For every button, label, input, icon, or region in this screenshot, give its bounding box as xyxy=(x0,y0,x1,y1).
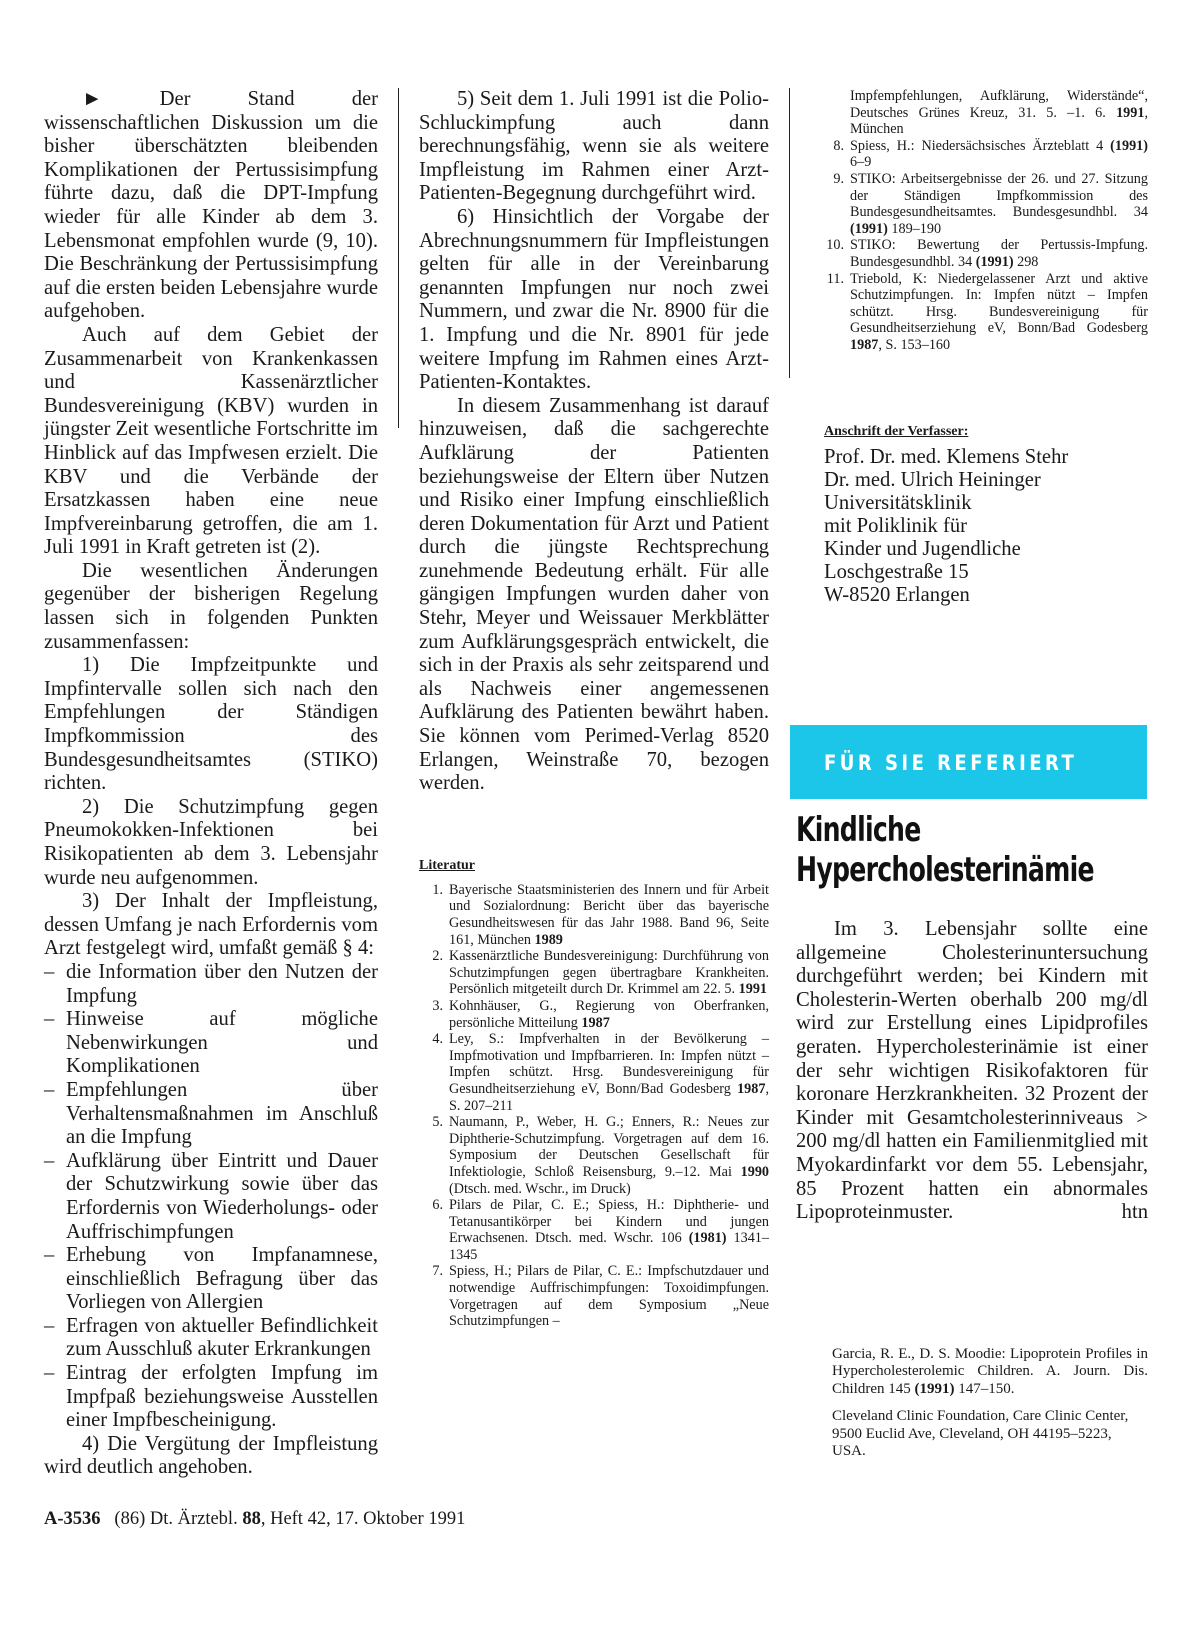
list-item-5: 5) Seit dem 1. Juli 1991 ist die Polio-Schluckimpfung auch dann berechnungsfähig, wenn sie als weitere Impfleistung im Rahmen einer Arzt-Patienten-Begegnung durchgeführt wird. xyxy=(419,88,769,205)
reference-item: Impfempfehlungen, Aufklärung, Widerstände“, Deutsches Grünes Kreuz, 31. 5. –1. 6. 1991, München xyxy=(850,88,1148,138)
article-body: Im 3. Lebensjahr sollte eine allgemeine Cholesterinuntersuchung durchgeführt werden; bei Kindern mit Cholesterin-Werten oberhalb 200 mg/dl wird zur Erstellung eines Lipidprofiles geraten. Hypercholesterinämie ist einer der sehr wichtigen Risikofaktoren für koronare Herzkrankheiten. 32 Prozent der Kinder mit Gesamtcholesterinniveaus > 200 mg/dl hatten ein Familienmitglied mit Myokardinfarkt vor dem 55. Lebensjahr, 85 Prozent hatten ein abnormales Lipoproteinmuster. htn xyxy=(796,918,1148,1224)
source-citation: Garcia, R. E., D. S. Moodie: Lipoprotein Profiles in Hypercholesterolemic Children. A. Journ. Dis. Children 145 (1991) 147–150. xyxy=(832,1346,1148,1397)
reference-item: 5. Naumann, P., Weber, H. G.; Enners, R.: Neues zur Diphtherie-Schutzimpfung. Vorgetragen auf dem 16. Symposium der Deutschen Gesellschaft für Infektiologie, Schloß Reisensburg, 9.–12. Mai 1990 (Dtsch. med. Wschr., im Druck) xyxy=(432,1114,769,1197)
reference-list-part-1 xyxy=(419,882,769,1330)
arrow-marker-icon: ► xyxy=(82,88,103,110)
text-column-2 xyxy=(419,88,769,1330)
list-item: – Erhebung von Impfanamnese, einschließlich Befragung über das Vorliegen von Allergien xyxy=(44,1244,378,1315)
reference-item: 11. Triebold, K: Niedergelassener Arzt und aktive Schutzimpfungen. In: Impfen nützt – Impfen schützt. Hrsg. Bundesvereinigung für Gesundheitserziehung eV, Bonn/Bad Godesberg 1987, S. 153–160 xyxy=(826,270,1148,353)
reference-item: 6. Pilars de Pilar, C. E.; Spiess, H.: Diphtherie- und Tetanusantikörper bei Kindern und jungen Erwachsenen. Dtsch. med. Wschr. 106 (1981) 1341–1345 xyxy=(432,1197,769,1263)
list-item-4: 4) Die Vergütung der Impfleistung wird deutlich angehoben. xyxy=(44,1432,378,1479)
address-line: W-8520 Erlangen xyxy=(824,583,970,606)
column-rule-right xyxy=(789,88,790,378)
author-address xyxy=(820,424,1148,607)
text-column-3 xyxy=(820,88,1148,607)
paragraph-aufklaerung: In diesem Zusammenhang ist darauf hinzuweisen, daß die sachgerechte Aufklärung der Patienten beziehungsweise der Eltern über Nutzen und Risiko einer Impfung einschließlich deren Dokumentation für Arzt und Patient durch die jüngste Rechtsprechung zunehmende Bedeutung erhält. Für alle gängigen Impfungen wurden daher von Stehr, Meyer und Weissauer Merkblätter zum Aufklärungsgespräch entwickelt, die sich in der Praxis als sehr zeitsparend und als Nachweis einer angemessenen Aufklärung des Patienten bewährt haben. Sie können vom Perimed-Verlag 8520 Erlangen, Weinstraße 70, bezogen werden. xyxy=(419,394,769,795)
column-rule-left xyxy=(398,88,399,428)
list-item: – die Information über den Nutzen der Impfung xyxy=(44,961,378,1008)
address-line: Kinder und Jugendliche xyxy=(824,537,1021,560)
author-signature: htn xyxy=(1121,1201,1148,1224)
list-item-6: 6) Hinsichtlich der Vorgabe der Abrechnungsnummern für Impfleistungen gelten für alle in der Vereinbarung genannten Impfungen nur noch zwei Nummern, und zwar die Nr. 8900 für die 1. Impfung und die Nr. 8901 für jede weitere Impfung im Rahmen eines Arzt-Patienten-Kontaktes. xyxy=(419,205,769,394)
reference-item: 10. STIKO: Bewertung der Pertussis-Impfung. Bundesgesundhbl. 34 (1991) 298 xyxy=(826,237,1148,270)
address-line: Universitätsklinik xyxy=(824,491,972,514)
list-item: – Eintrag der erfolgten Impfung im Impfpaß beziehungsweise Ausstellen einer Impfbescheinigung. xyxy=(44,1362,378,1433)
address-heading: Anschrift der Verfasser: xyxy=(824,423,969,439)
paragraph-stand: ► Der Stand der wissenschaftlichen Diskussion um die bisher überschätzten bleibenden Komplikationen der Pertussisimpfung führte dazu, daß die DPT-Impfung wieder für alle Kinder ab dem 3. Lebensmonat empfohlen wurde (9, 10). Die Beschränkung der Pertussisimpfung auf die ersten beiden Lebensjahre wurde aufgehoben. xyxy=(44,88,379,323)
list-item: – Empfehlungen über Verhaltensmaßnahmen im Anschluß an die Impfung xyxy=(44,1079,378,1150)
banner-label: FÜR SIE REFERIERT xyxy=(824,751,1078,775)
list-item: – Aufklärung über Eintritt und Dauer der Schutzwirkung sowie über das Erfordernis von Wiederholungs- oder Auffrischimpfungen xyxy=(44,1150,378,1244)
list-item: – Hinweise auf mögliche Nebenwirkungen und Komplikationen xyxy=(44,1008,378,1079)
reference-item: 2. Kassenärztliche Bundesvereinigung: Durchführung von Schutzimpfungen gegen übertragbare Krankheiten. Persönlich mitgeteilt durch Dr. Krimmel am 22. 5. 1991 xyxy=(432,948,769,998)
list-item-3: 3) Der Inhalt der Impfleistung, dessen Umfang je nach Erfordernis vom Arzt festgelegt wird, umfaßt gemäß § 4: xyxy=(44,890,378,960)
article-reference xyxy=(832,1346,1148,1470)
address-line: Loschgestraße 15 xyxy=(824,560,969,583)
page-footer: A-3536 (86) Dt. Ärztebl. 88, Heft 42, 17. Oktober 1991 xyxy=(44,1509,466,1529)
text-column-1 xyxy=(44,88,378,1480)
paragraph-kbv: Auch auf dem Gebiet der Zusammenarbeit von Krankenkassen und Kassenärztlicher Bundesvereinigung (KBV) wurden in jüngster Zeit wesentliche Fortschritte im Hinblick auf das Impfwesen erzielt. Die KBV und die Verbände der Ersatzkassen haben eine neue Impfvereinbarung getroffen, die am 1. Juli 1991 in Kraft getreten ist (2). xyxy=(44,323,378,559)
section-banner xyxy=(790,725,1147,799)
reference-item: 8. Spiess, H.: Niedersächsisches Ärzteblatt 4 (1991) 6–9 xyxy=(833,137,1148,171)
address-line: Prof. Dr. med. Klemens Stehr xyxy=(824,445,1069,468)
address-line: Dr. med. Ulrich Heininger xyxy=(824,468,1041,491)
article-title: Kindliche Hypercholesterinämie xyxy=(796,810,1094,890)
impfleistung-list xyxy=(44,961,378,1433)
literatur-heading: Literatur xyxy=(419,857,475,873)
reference-item: 1. Bayerische Staatsministerien des Innern und für Arbeit und Sozialordnung: Bericht über das bayerische Gesundheitswesen für das Jahr 1988. Band 96, Seite 161, München 1989 xyxy=(432,881,769,948)
reference-item: 9. STIKO: Arbeitsergebnisse der 26. und 27. Sitzung der Ständigen Impfkommission des Bundesgesundheitsamtes. Bundesgesundhbl. 34 (1991) 189–190 xyxy=(833,170,1148,237)
reference-item: 7. Spiess, H.; Pilars de Pilar, C. E.: Impfschutzdauer und notwendige Auffrischimpfungen: Toxoidimpfungen. Vorgetragen auf dem Symposium „Neue Schutzimpfungen – xyxy=(432,1263,769,1330)
list-item: – Erfragen von aktueller Befindlichkeit zum Ausschluß akuter Erkrankungen xyxy=(44,1315,378,1362)
reference-item: 3. Kohnhäuser, G., Regierung von Oberfranken, persönliche Mitteilung 1987 xyxy=(432,997,769,1031)
list-item-2: 2) Die Schutzimpfung gegen Pneumokokken-Infektionen bei Risikopatienten ab dem 3. Lebensjahr wurde neu aufgenommen. xyxy=(44,795,378,889)
paragraph-aenderungen: Die wesentlichen Änderungen gegenüber der bisherigen Regelung lassen sich in folgenden Punkten zusammenfassen: xyxy=(44,559,378,653)
list-item-1: 1) Die Impfzeitpunkte und Impfintervalle sollen sich nach den Empfehlungen der Ständigen Impfkommission des Bundesgesundheitsamtes (STIKO) richten. xyxy=(44,654,378,795)
source-address: Cleveland Clinic Foundation, Care Clinic Center, 9500 Euclid Ave, Cleveland, OH 44195–5223, USA. xyxy=(832,1408,1129,1460)
reference-list-part-2 xyxy=(820,88,1148,354)
address-line: mit Poliklinik für xyxy=(824,514,968,537)
page-code: A-3536 xyxy=(44,1509,101,1529)
reference-item: 4. Ley, S.: Impfverhalten in der Bevölkerung – Impfmotivation und Impfbarrieren. In: Impfen nützt – Impfen schützt. Hrsg. Bundesvereinigung für Gesundheitserziehung eV, Bonn/Bad Godesberg 1987, S. 207–211 xyxy=(432,1031,769,1114)
